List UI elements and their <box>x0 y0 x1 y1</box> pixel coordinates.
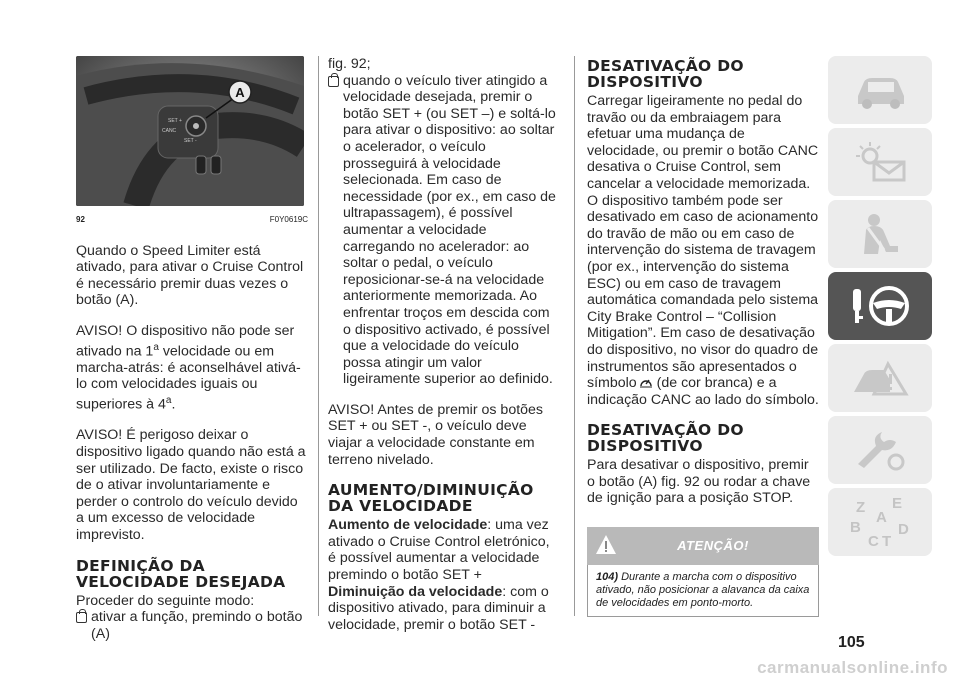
warning-triangle-icon <box>595 534 617 556</box>
index-letter: A <box>876 509 887 526</box>
bullet-icon <box>328 76 339 87</box>
figure-number: 92 <box>76 215 85 224</box>
paragraph-fig-ref: fig. 92; <box>328 56 371 72</box>
index-icon <box>840 494 920 550</box>
column-2 <box>328 56 560 633</box>
warning-box-body: 104) Durante a marcha com o dispositivo ativado, não posicionar a alavanca da caixa de velocidades em ponto-morto. <box>587 565 819 617</box>
index-letter: C <box>868 533 879 550</box>
watermark-text: carmanualsonline.info <box>757 658 948 677</box>
bullet-item-1: ativar a função, premindo o botão (A) <box>76 609 308 642</box>
tab-starting-driving[interactable] <box>828 272 932 340</box>
paragraph-proceder: Proceder do seguinte modo: <box>76 592 255 609</box>
switch-label-set-minus: SET - <box>184 138 197 144</box>
tab-index[interactable] <box>828 488 932 556</box>
heading-desativacao-1: DESATIVAÇÃO DO DISPOSITIVO <box>587 57 744 91</box>
column-divider-2 <box>574 56 575 616</box>
steering-wheel-photo <box>76 56 304 206</box>
index-letter: B <box>850 519 861 536</box>
service-icon <box>850 428 910 472</box>
tab-maintenance[interactable] <box>828 416 932 484</box>
index-letter: Z <box>856 499 866 516</box>
paragraph-aumento: Aumento de velocidade: uma vez ativado o Cruise Control eletrónico, é possível aumentar a velocidade premindo o botão SET + <box>328 517 550 584</box>
breakdown-icon <box>850 356 910 400</box>
tab-emergency[interactable] <box>828 344 932 412</box>
switch-label-set-plus: SET + <box>168 118 182 124</box>
figure-caption <box>76 212 308 229</box>
tab-car[interactable] <box>828 56 932 124</box>
figure-code: F0Y0619C <box>269 215 308 224</box>
column-divider-1 <box>318 56 319 616</box>
callout-a: A <box>235 85 245 100</box>
tab-warning-lights[interactable] <box>828 128 932 196</box>
paragraph-aviso-gear: AVISO! O dispositivo não pode ser ativado na 1$^a$ velocidade ou em marcha-atrás: é aconselhável ativá-lo com velocidades iguais ou superiores à 4$^a$. <box>76 322 301 413</box>
column-1 <box>76 56 308 642</box>
car-icon <box>850 68 910 112</box>
index-letter: D <box>898 521 909 538</box>
paragraph-desativacao-1: Carregar ligeiramente no pedal do travão ou da embraiagem para efetuar uma mudança de velocidade, ou premir o botão CANC desativa o Cruise Control, sem cancelar a velocidade memorizada. O dispositivo também pode ser desativado em caso de acionamento do travão de mão ou em caso de intervenção do sistema de travagem (por ex., intervenção do sistema ESC) ou em caso de travagem automática comandada pelo sistema City Brake Control – “Collision Mitigation”. Em caso de desativação do dispositivo, no visor do quadro de instrumentos são apresentados o símbolo (de cor branca) e a indicação CANC ao lado do símbolo. <box>587 93 819 408</box>
steering-wheel-figure <box>76 56 304 206</box>
warning-box-header <box>587 527 819 565</box>
column-3 <box>587 56 819 617</box>
paragraph-desativacao-2: Para desativar o dispositivo, premir o botão (A) fig. 92 ou rodar a chave de ignição para a posição STOP. <box>587 457 811 507</box>
bullet-item-2: quando o veículo tiver atingido a velocidade desejada, premir o botão SET + (ou SET –) e soltá-lo para ativar o dispositivo: ao soltar o acelerador, o veículo prosseguirá à velocidade selecionada. Em caso de necessidade (por ex., em caso de ultrapassagem), é possível aumentar a velocidade carregando no acelerador: ao soltar o pedal, o veículo reposicionar-se-á na velocidade anteriormente memorizada. Ao enfrentar troços em descida com o dispositivo activado, é possível que a velocidade do veículo possa atingir um valor ligeiramente superior ao definido. <box>328 73 560 388</box>
heading-aumento: AUMENTO/DIMINUIÇÃO DA VELOCIDADE <box>328 481 534 516</box>
warning-lights-icon <box>850 140 910 184</box>
chapter-tabs <box>828 56 932 560</box>
paragraph-aviso-set: AVISO! Antes de premir os botões SET + ou SET -, o veículo deve viajar a velocidade constante em terreno nivelado. <box>328 401 544 468</box>
index-letter: E <box>892 495 903 512</box>
page-number: 105 <box>838 634 865 651</box>
seatbelt-icon <box>850 212 910 256</box>
heading-desativacao-2: DESATIVAÇÃO DO DISPOSITIVO <box>587 421 744 456</box>
heading-definicao: DEFINIÇÃO DA VELOCIDADE DESEJADA <box>76 556 286 591</box>
paragraph-aviso-danger: AVISO! É perigoso deixar o dispositivo ligado quando não está a ser utilizado. De facto, existe o risco de o ativar involuntariamente e perder o controlo do veículo devido a um excesso de velocidade imprevisto. <box>76 427 306 543</box>
paragraph-diminuicao: Diminuição da velocidade: com o dispositivo ativado, para diminuir a velocidade, premir o botão SET - <box>328 583 549 633</box>
tab-safety[interactable] <box>828 200 932 268</box>
switch-label-canc: CANC <box>162 128 177 134</box>
steering-key-icon <box>845 283 915 329</box>
index-letter: T <box>882 533 892 550</box>
cruise-control-symbol-icon <box>639 376 653 388</box>
bullet-icon <box>76 612 87 623</box>
warning-title: ATENÇÃO! <box>677 537 749 553</box>
paragraph-speed-limiter: Quando o Speed Limiter está ativado, para ativar o Cruise Control é necessário premir duas vezes o botão (A). <box>76 242 304 309</box>
